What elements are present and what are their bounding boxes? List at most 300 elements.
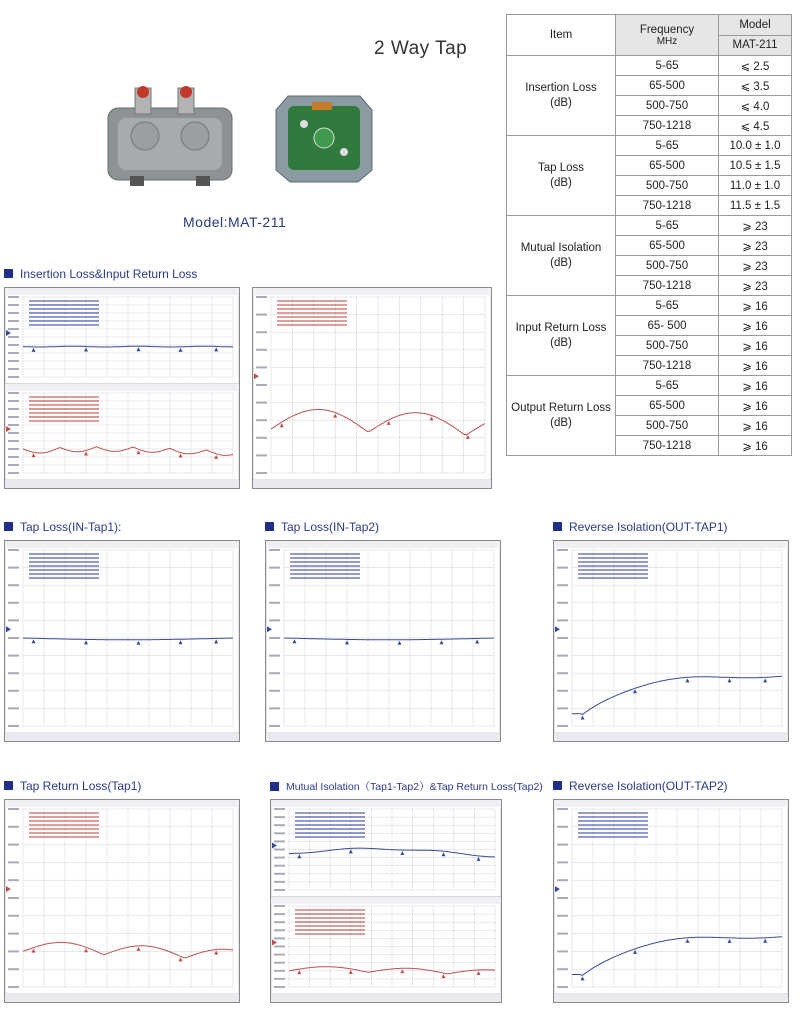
- plot-header-bar: [554, 541, 788, 548]
- section-mutual-isolation: Mutual Isolation（Tap1-Tap2）&Tap Return Loss(Tap2): [270, 779, 543, 794]
- plot-panel: [271, 897, 501, 994]
- spec-frequency: 5-65: [616, 376, 719, 396]
- tick-mark: [274, 929, 285, 931]
- marker-readout-line: [29, 569, 99, 571]
- tick-mark: [8, 637, 19, 639]
- marker-readout-line: [29, 412, 99, 414]
- marker-readout-line: [295, 836, 365, 838]
- marker-readout-line: [290, 565, 360, 567]
- plot-mutual-isolation: [270, 799, 502, 1003]
- section-reverse-isolation-tap1: Reverse Isolation(OUT-TAP1): [553, 520, 728, 534]
- tick-mark: [8, 296, 19, 298]
- marker-readout-line: [277, 312, 347, 314]
- tick-mark: [8, 312, 19, 314]
- plot-panel: [5, 288, 239, 384]
- spec-item-cell: [507, 56, 616, 136]
- tick-mark: [269, 549, 280, 551]
- tick-mark: [8, 320, 19, 322]
- spec-row: [507, 56, 792, 76]
- tick-mark: [8, 584, 19, 586]
- spec-frequency: 500-750: [616, 336, 719, 356]
- tick-mark: [256, 472, 267, 474]
- marker-readout-line: [295, 832, 365, 834]
- tick-mark: [557, 915, 568, 917]
- marker-readout-line: [29, 553, 99, 555]
- tick-mark: [8, 879, 19, 881]
- tick-mark: [269, 602, 280, 604]
- marker-readout-line: [295, 925, 365, 927]
- tick-mark: [557, 619, 568, 621]
- tick-mark: [557, 844, 568, 846]
- spec-value: ⩾ 23: [719, 236, 792, 256]
- pcb-image: [268, 90, 380, 185]
- header-frequency-unit: MHz: [656, 35, 678, 47]
- tick-mark: [8, 826, 19, 828]
- marker-readout-line: [277, 324, 347, 326]
- marker-readout-line: [29, 565, 99, 567]
- spec-value: ⩾ 16: [719, 336, 792, 356]
- spec-value: ⩾ 16: [719, 416, 792, 436]
- tick-mark: [269, 567, 280, 569]
- marker-readout-line: [29, 573, 99, 575]
- tap-product-image: [100, 80, 240, 190]
- marker-readout-line: [290, 557, 360, 559]
- spec-frequency: 750-1218: [616, 436, 719, 456]
- marker-readout-line: [578, 565, 648, 567]
- spec-frequency: 65-500: [616, 236, 719, 256]
- marker-readout-line: [290, 569, 360, 571]
- marker-readout-line: [578, 828, 648, 830]
- tick-mark: [557, 808, 568, 810]
- spec-table: [506, 14, 792, 456]
- marker-readout-line: [578, 832, 648, 834]
- marker-readout-line: [29, 416, 99, 418]
- tick-mark: [8, 725, 19, 727]
- tick-mark: [557, 826, 568, 828]
- spec-value: ⩾ 16: [719, 376, 792, 396]
- tick-mark: [274, 865, 285, 867]
- tick-mark: [8, 392, 19, 394]
- plot-footer-bar: [554, 994, 788, 1002]
- page-title: 2 Way Tap: [374, 38, 468, 59]
- spec-frequency: 500-750: [616, 96, 719, 116]
- tick-mark: [8, 968, 19, 970]
- tick-mark: [8, 933, 19, 935]
- tick-mark: [256, 349, 267, 351]
- tick-mark: [8, 304, 19, 306]
- tick-mark: [269, 690, 280, 692]
- header-model: Model: [719, 15, 792, 36]
- tick-mark: [8, 672, 19, 674]
- marker-readout-line: [295, 909, 365, 911]
- bullet-square-icon: [265, 522, 274, 531]
- tick-mark: [256, 437, 267, 439]
- tick-mark: [557, 933, 568, 935]
- spec-frequency: 750-1218: [616, 356, 719, 376]
- tick-mark: [8, 400, 19, 402]
- header-frequency-label: Frequency: [639, 23, 695, 36]
- tick-mark: [256, 454, 267, 456]
- tick-mark: [8, 950, 19, 952]
- marker-readout-line: [29, 812, 99, 814]
- tick-mark: [256, 296, 267, 298]
- marker-readout-line: [29, 820, 99, 822]
- marker-readout-line: [277, 320, 347, 322]
- tick-mark: [274, 881, 285, 883]
- marker-readout-line: [290, 577, 360, 579]
- spec-frequency: 5-65: [616, 296, 719, 316]
- tick-mark: [8, 424, 19, 426]
- marker-readout-line: [578, 836, 648, 838]
- marker-readout-line: [578, 816, 648, 818]
- plot-footer-bar: [253, 480, 491, 488]
- plot-tap-loss-tap1: [4, 540, 240, 742]
- marker-readout-line: [29, 404, 99, 406]
- plot-canvas: [271, 800, 501, 1002]
- tick-mark: [557, 672, 568, 674]
- plot-canvas: [554, 800, 788, 1002]
- tick-mark: [269, 725, 280, 727]
- spec-item-unit: (dB): [550, 256, 572, 269]
- tick-mark: [256, 419, 267, 421]
- marker-readout-line: [29, 577, 99, 579]
- marker-readout-line: [29, 316, 99, 318]
- marker-readout-line: [29, 557, 99, 559]
- tick-mark: [8, 844, 19, 846]
- spec-row: [507, 216, 792, 236]
- spec-value: ⩾ 16: [719, 356, 792, 376]
- tick-mark: [8, 336, 19, 338]
- marker-readout-line: [295, 913, 365, 915]
- plot-header-bar: [253, 288, 491, 295]
- plot-reverse-isolation-tap1: [553, 540, 789, 742]
- tick-mark: [557, 549, 568, 551]
- marker-readout-line: [295, 929, 365, 931]
- spec-item-cell: [507, 376, 616, 456]
- spec-item-cell: [507, 216, 616, 296]
- marker-readout-line: [29, 836, 99, 838]
- marker-readout-line: [290, 573, 360, 575]
- tick-mark: [8, 416, 19, 418]
- tick-mark: [8, 690, 19, 692]
- plot-canvas: [253, 288, 491, 488]
- spec-value: 10.0 ± 1.0: [719, 136, 792, 156]
- plot-canvas: [266, 541, 500, 741]
- spec-item-cell: [507, 136, 616, 216]
- plot-tap-return-loss-tap1: [4, 799, 240, 1003]
- tick-mark: [8, 352, 19, 354]
- plot-header-bar: [5, 800, 239, 807]
- tick-mark: [274, 946, 285, 948]
- tick-mark: [269, 672, 280, 674]
- tick-mark: [274, 978, 285, 980]
- tick-mark: [8, 861, 19, 863]
- tick-mark: [8, 986, 19, 988]
- spec-item-name: Tap Loss: [537, 161, 585, 174]
- spec-frequency: 750-1218: [616, 196, 719, 216]
- section-tap-loss-tap2: Tap Loss(IN-Tap2): [265, 520, 379, 534]
- tick-mark: [274, 962, 285, 964]
- tick-mark: [8, 448, 19, 450]
- spec-value: ⩾ 16: [719, 436, 792, 456]
- tick-mark: [557, 637, 568, 639]
- spec-value: ⩽ 2.5: [719, 56, 792, 76]
- tick-mark: [8, 602, 19, 604]
- tick-mark: [8, 472, 19, 474]
- marker-readout-line: [277, 316, 347, 318]
- marker-readout-line: [578, 561, 648, 563]
- spec-row: [507, 296, 792, 316]
- tick-mark: [8, 915, 19, 917]
- spec-item-cell: [507, 296, 616, 376]
- marker-readout-line: [578, 573, 648, 575]
- tick-mark: [269, 707, 280, 709]
- tick-mark: [8, 432, 19, 434]
- marker-readout-line: [29, 304, 99, 306]
- plot-footer-bar: [5, 733, 239, 741]
- plot-header-bar: [271, 800, 501, 807]
- spec-value: ⩾ 23: [719, 216, 792, 236]
- marker-readout-line: [29, 828, 99, 830]
- tick-mark: [557, 879, 568, 881]
- tick-mark: [557, 725, 568, 727]
- plot-header-bar: [5, 384, 239, 391]
- tick-mark: [8, 344, 19, 346]
- tick-mark: [269, 619, 280, 621]
- plot-panel: [271, 800, 501, 897]
- tick-mark: [557, 690, 568, 692]
- tick-mark: [269, 637, 280, 639]
- marker-readout-line: [578, 820, 648, 822]
- bullet-square-icon: [553, 781, 562, 790]
- plot-input-return-loss: [252, 287, 492, 489]
- marker-readout-line: [578, 812, 648, 814]
- marker-readout-line: [295, 917, 365, 919]
- plot-insertion-return-loss: [4, 287, 240, 489]
- tick-mark: [8, 549, 19, 551]
- marker-readout-line: [290, 553, 360, 555]
- tick-mark: [8, 368, 19, 370]
- tick-mark: [557, 950, 568, 952]
- tick-mark: [8, 456, 19, 458]
- tick-mark: [557, 584, 568, 586]
- spec-value: 10.5 ± 1.5: [719, 156, 792, 176]
- tick-mark: [274, 970, 285, 972]
- spec-value: ⩾ 23: [719, 256, 792, 276]
- tick-mark: [274, 857, 285, 859]
- spec-row: [507, 136, 792, 156]
- tick-mark: [256, 402, 267, 404]
- marker-readout-line: [29, 824, 99, 826]
- tick-mark: [274, 840, 285, 842]
- plot-header-bar: [266, 541, 500, 548]
- tick-mark: [256, 366, 267, 368]
- marker-readout-line: [295, 921, 365, 923]
- marker-readout-line: [295, 828, 365, 830]
- spec-frequency: 65-500: [616, 396, 719, 416]
- marker-readout-line: [290, 561, 360, 563]
- marker-readout-line: [29, 320, 99, 322]
- tick-mark: [274, 849, 285, 851]
- marker-readout-line: [277, 304, 347, 306]
- tick-mark: [8, 408, 19, 410]
- tick-mark: [274, 889, 285, 891]
- section-tap-return-loss-tap1: Tap Return Loss(Tap1): [4, 779, 141, 793]
- tick-mark: [557, 897, 568, 899]
- marker-readout-line: [277, 300, 347, 302]
- tick-mark: [8, 464, 19, 466]
- tick-mark: [8, 707, 19, 709]
- plot-header-bar: [5, 541, 239, 548]
- tick-mark: [274, 832, 285, 834]
- spec-value: 11.5 ± 1.5: [719, 196, 792, 216]
- plot-header-bar: [5, 288, 239, 295]
- marker-readout-line: [578, 824, 648, 826]
- header-item: Item: [507, 15, 616, 56]
- tick-mark: [274, 824, 285, 826]
- tick-mark: [8, 328, 19, 330]
- spec-frequency: 5-65: [616, 136, 719, 156]
- plot-canvas: [5, 800, 239, 1002]
- header-frequency: [616, 15, 719, 56]
- plot-canvas: [5, 288, 239, 488]
- tick-mark: [557, 861, 568, 863]
- marker-readout-line: [295, 812, 365, 814]
- tick-mark: [274, 937, 285, 939]
- marker-readout-line: [29, 312, 99, 314]
- spec-frequency: 5-65: [616, 216, 719, 236]
- header-model-name: MAT-211: [719, 35, 792, 56]
- tick-mark: [256, 331, 267, 333]
- spec-frequency: 65- 500: [616, 316, 719, 336]
- section-tap-loss-tap1: Tap Loss(IN-Tap1):: [4, 520, 121, 534]
- tick-mark: [8, 376, 19, 378]
- bullet-square-icon: [4, 269, 13, 278]
- spec-value: ⩾ 16: [719, 316, 792, 336]
- tick-mark: [274, 873, 285, 875]
- tick-mark: [256, 314, 267, 316]
- tick-mark: [8, 897, 19, 899]
- marker-readout-line: [29, 400, 99, 402]
- spec-item-unit: (dB): [550, 96, 572, 109]
- tick-mark: [274, 905, 285, 907]
- spec-value: ⩾ 16: [719, 396, 792, 416]
- plot-footer-bar: [266, 733, 500, 741]
- tick-mark: [269, 584, 280, 586]
- spec-item-name: Output Return Loss: [511, 401, 611, 414]
- tick-mark: [557, 968, 568, 970]
- spec-value: ⩽ 4.5: [719, 116, 792, 136]
- tick-mark: [557, 707, 568, 709]
- spec-item-unit: (dB): [550, 176, 572, 189]
- spec-frequency: 500-750: [616, 256, 719, 276]
- spec-value: ⩾ 16: [719, 296, 792, 316]
- spec-value: ⩾ 23: [719, 276, 792, 296]
- tick-mark: [557, 602, 568, 604]
- plot-footer-bar: [5, 480, 239, 488]
- spec-item-unit: (dB): [550, 416, 572, 429]
- tick-mark: [8, 567, 19, 569]
- plot-footer-bar: [5, 994, 239, 1002]
- spec-item-name: Mutual Isolation: [520, 241, 602, 254]
- plot-tap-loss-tap2: [265, 540, 501, 742]
- tick-mark: [8, 440, 19, 442]
- spec-frequency: 750-1218: [616, 276, 719, 296]
- plot-header-bar: [271, 897, 501, 904]
- spec-value: 11.0 ± 1.0: [719, 176, 792, 196]
- spec-frequency: 5-65: [616, 56, 719, 76]
- marker-readout-line: [295, 820, 365, 822]
- marker-readout-line: [277, 308, 347, 310]
- tick-mark: [8, 619, 19, 621]
- section-insertion-loss: Insertion Loss&Input Return Loss: [4, 267, 197, 281]
- spec-row: [507, 376, 792, 396]
- marker-readout-line: [29, 300, 99, 302]
- marker-readout-line: [578, 569, 648, 571]
- tick-mark: [274, 954, 285, 956]
- tick-mark: [8, 360, 19, 362]
- spec-frequency: 500-750: [616, 416, 719, 436]
- spec-frequency: 65-500: [616, 76, 719, 96]
- model-caption: Model:MAT-211: [183, 214, 287, 230]
- bullet-square-icon: [4, 781, 13, 790]
- marker-readout-line: [29, 396, 99, 398]
- bullet-square-icon: [270, 782, 279, 791]
- spec-value: ⩽ 4.0: [719, 96, 792, 116]
- plot-panel: [5, 384, 239, 480]
- tick-mark: [557, 986, 568, 988]
- tick-mark: [274, 921, 285, 923]
- marker-readout-line: [578, 577, 648, 579]
- tick-mark: [557, 655, 568, 657]
- spec-item-name: Input Return Loss: [515, 321, 607, 334]
- tick-mark: [274, 808, 285, 810]
- spec-frequency: 750-1218: [616, 116, 719, 136]
- section-reverse-isolation-tap2: Reverse Isolation(OUT-TAP2): [553, 779, 728, 793]
- tick-mark: [274, 816, 285, 818]
- marker-readout-line: [29, 561, 99, 563]
- bullet-square-icon: [4, 522, 13, 531]
- spec-item-name: Insertion Loss: [525, 81, 597, 94]
- marker-readout-line: [578, 553, 648, 555]
- tick-mark: [256, 384, 267, 386]
- tick-mark: [274, 986, 285, 988]
- marker-readout-line: [29, 324, 99, 326]
- plot-canvas: [554, 541, 788, 741]
- tick-mark: [8, 655, 19, 657]
- spec-item-unit: (dB): [550, 336, 572, 349]
- bullet-square-icon: [553, 522, 562, 531]
- plot-footer-bar: [554, 733, 788, 741]
- plot-reverse-isolation-tap2: [553, 799, 789, 1003]
- spec-frequency: 500-750: [616, 176, 719, 196]
- plot-footer-bar: [271, 994, 501, 1002]
- plot-header-bar: [554, 800, 788, 807]
- marker-readout-line: [295, 933, 365, 935]
- marker-readout-line: [295, 824, 365, 826]
- marker-readout-line: [29, 408, 99, 410]
- marker-readout-line: [29, 832, 99, 834]
- marker-readout-line: [29, 816, 99, 818]
- tick-mark: [274, 913, 285, 915]
- marker-readout-line: [29, 308, 99, 310]
- spec-frequency: 65-500: [616, 156, 719, 176]
- plot-canvas: [5, 541, 239, 741]
- marker-readout-line: [29, 420, 99, 422]
- marker-readout-line: [578, 557, 648, 559]
- tick-mark: [557, 567, 568, 569]
- tick-mark: [269, 655, 280, 657]
